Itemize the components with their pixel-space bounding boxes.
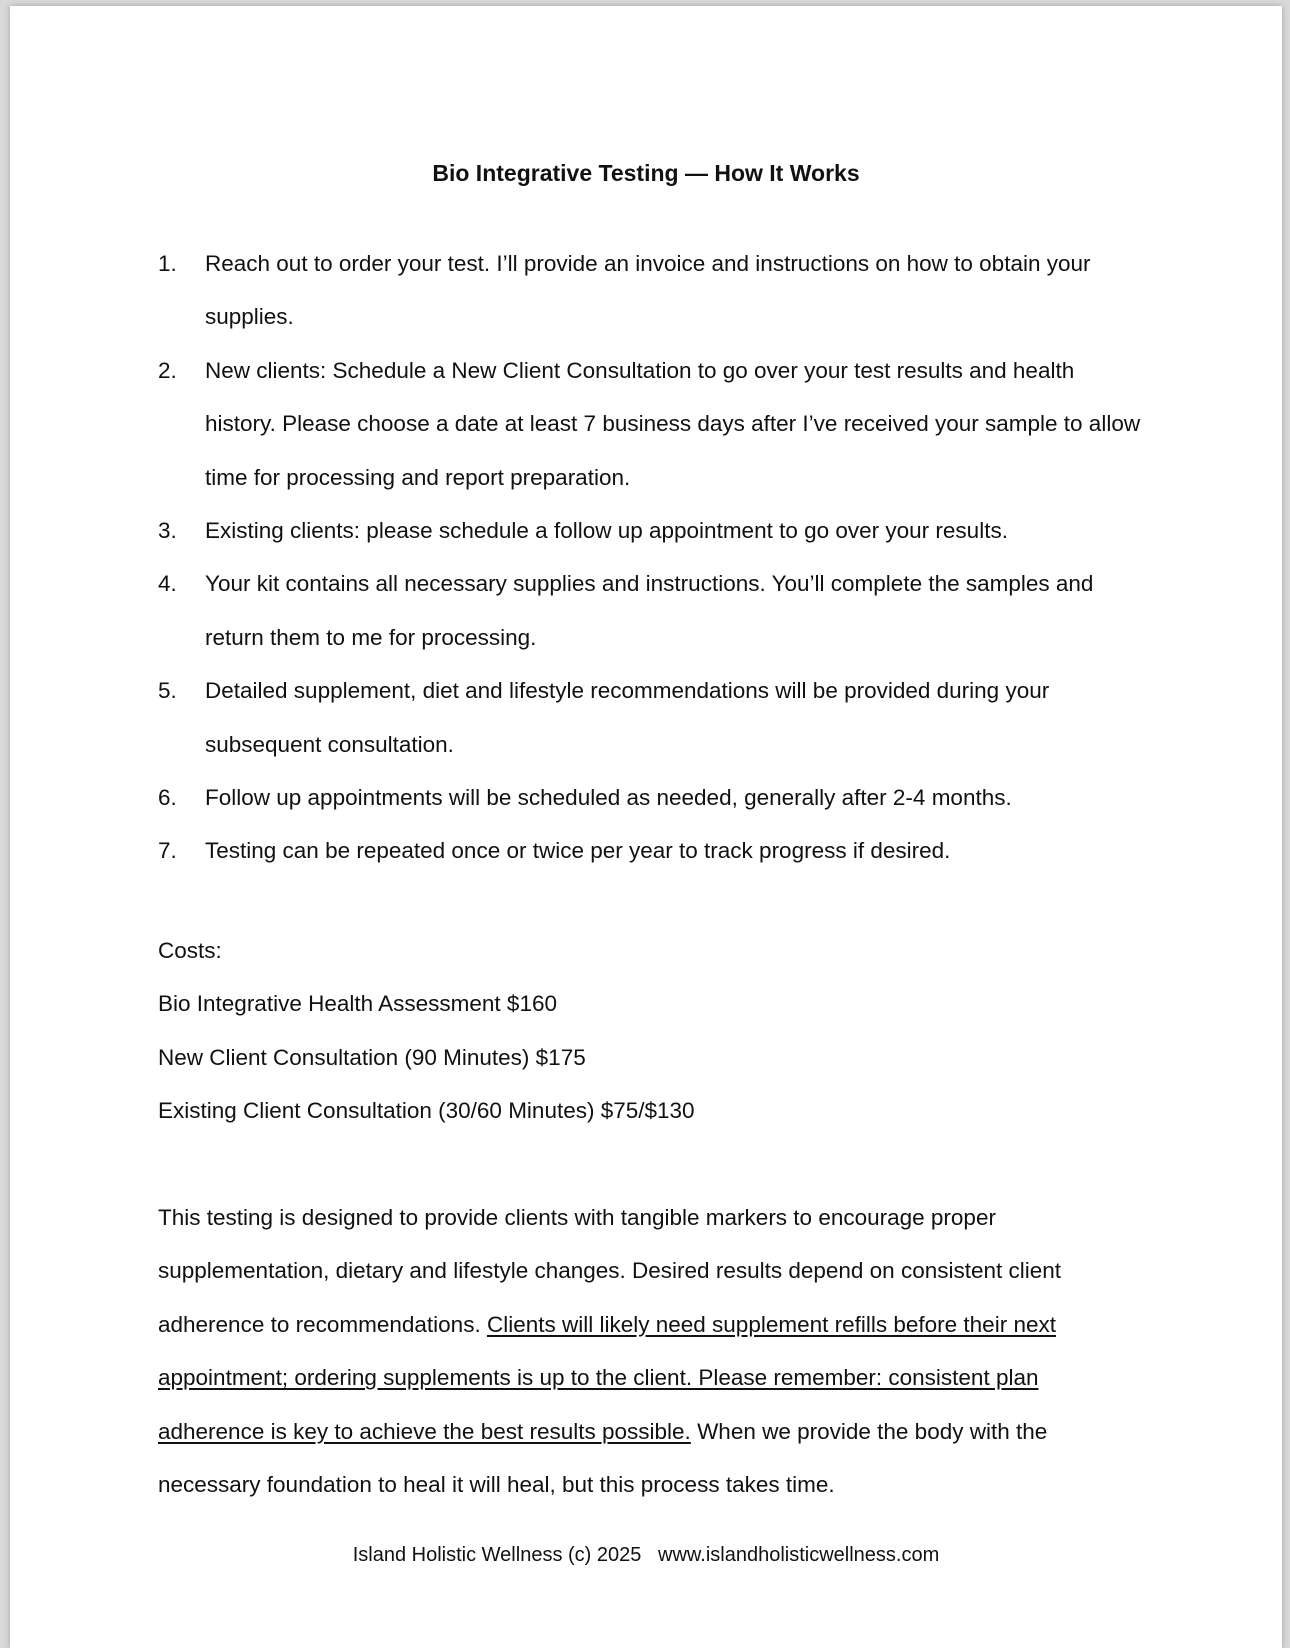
list-item-number: 1. xyxy=(158,251,177,276)
document-page xyxy=(10,6,1282,1648)
list-item-number: 7. xyxy=(158,838,177,864)
paragraph-text: This testing is designed to provide clients with tangible markers to encourage proper supplementation, dietary and lifestyle changes. Desired results depend on consistent client adherence to recommendations. xyxy=(158,1205,1062,1337)
list-item-text: New clients: Schedule a New Client Consultation to go over your test results and health history. Please choose a date at least 7 business days after I’ve received your sample to allow time for processing and report preparation. xyxy=(205,357,1141,490)
cost-item: Existing Client Consultation (30/60 Minutes) $75/$130 xyxy=(158,1098,695,1124)
list-item xyxy=(158,237,1148,344)
list-item xyxy=(158,771,1148,824)
underlined-text: Clients will likely need supplement refills before their next appointment; ordering supplements is up to the client. Please remember: consistent plan adherence is key to achieve the best results possible. xyxy=(158,1311,1056,1444)
list-item-number: 4. xyxy=(158,571,177,597)
list-item-number: 3. xyxy=(158,518,177,544)
costs-section xyxy=(158,924,1148,1138)
footer xyxy=(10,1542,1282,1568)
list-item-text: Detailed supplement, diet and lifestyle recommendations will be provided during your subsequent consultation. xyxy=(205,678,1050,757)
list-item xyxy=(158,664,1148,771)
costs-heading: Costs: xyxy=(158,938,222,963)
list-item xyxy=(158,344,1148,504)
list-item xyxy=(158,824,1148,877)
info-paragraph xyxy=(158,1191,1148,1511)
list-item-number: 5. xyxy=(158,678,177,704)
paragraph-text: When we provide the body with the necessary foundation to heal it will heal, but this process takes time. xyxy=(158,1418,1048,1498)
list-item xyxy=(158,504,1148,557)
list-item-text: Follow up appointments will be scheduled as needed, generally after 2-4 months. xyxy=(205,785,1012,811)
cost-item: Bio Integrative Health Assessment $160 xyxy=(158,991,557,1017)
list-item-text: Your kit contains all necessary supplies and instructions. You’ll complete the samples and return them to me for processing. xyxy=(205,571,1094,650)
list-item-text: Reach out to order your test. I’ll provide an invoice and instructions on how to obtain your supplies. xyxy=(205,251,1091,330)
list-item-text: Existing clients: please schedule a follow up appointment to go over your results. xyxy=(205,518,1008,544)
page-title: Bio Integrative Testing — How It Works xyxy=(432,160,860,186)
list-item-number: 6. xyxy=(158,785,177,811)
list-item-number: 2. xyxy=(158,357,177,383)
footer-website: www.islandholisticwellness.com xyxy=(658,1544,940,1566)
footer-copyright: Island Holistic Wellness (c) 2025 xyxy=(352,1544,642,1566)
steps-list xyxy=(158,237,1148,878)
cost-item: New Client Consultation (90 Minutes) $175 xyxy=(158,1044,586,1070)
list-item-text: Testing can be repeated once or twice per year to track progress if desired. xyxy=(205,838,951,864)
list-item xyxy=(158,557,1148,664)
